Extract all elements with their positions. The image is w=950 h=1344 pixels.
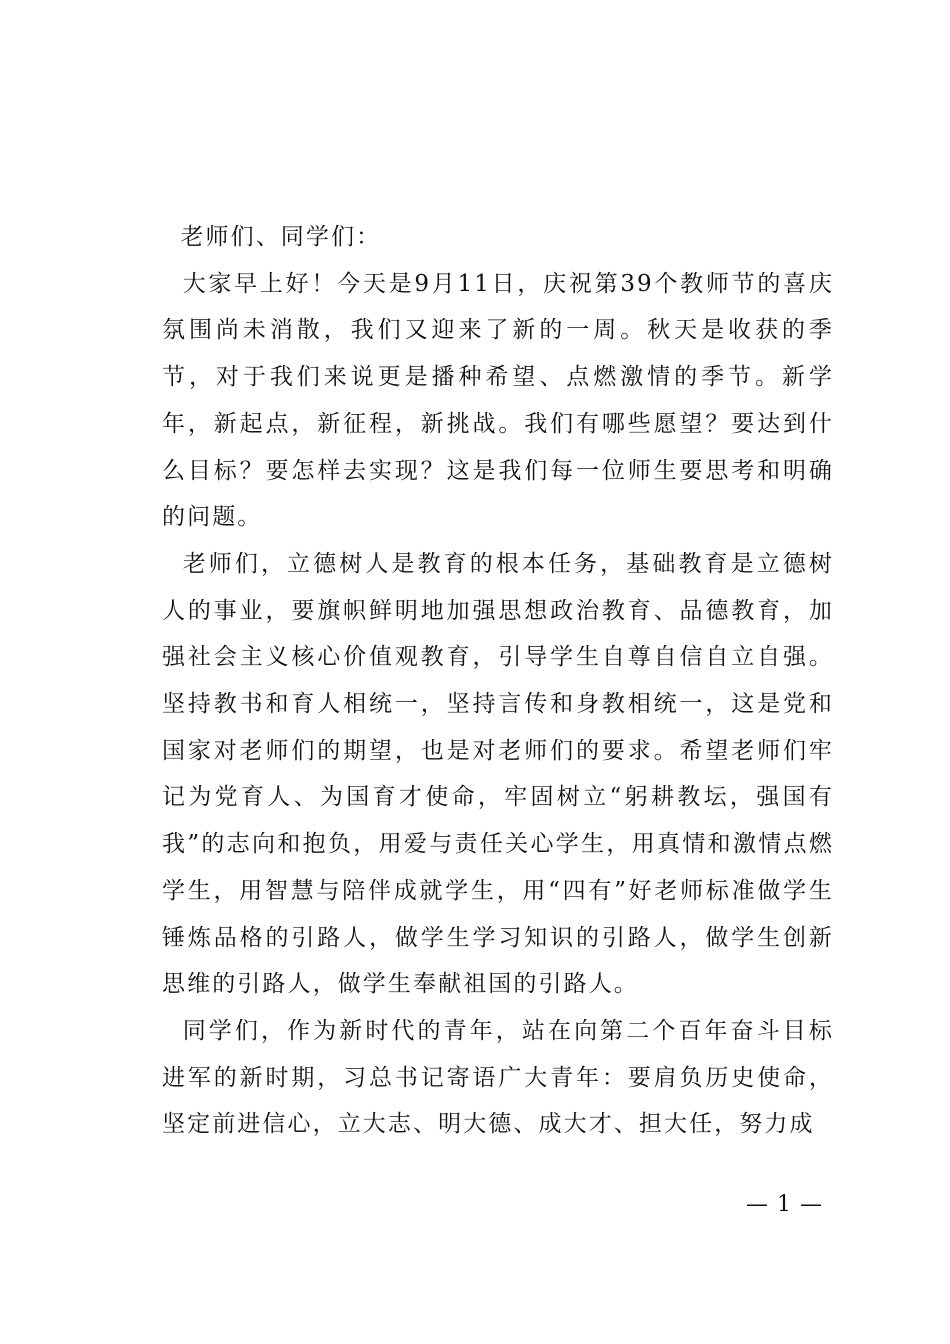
salutation: 老师们、同学们：	[180, 224, 382, 250]
paragraph-students: 同学们，作为新时代的青年，站在向第二个百年奋斗目标进军的新时期，习总书记寄语广大青年：要肩负历史使命，坚定前进信心，立大志、明大德、成大才、担大任，努力成	[162, 1017, 834, 1138]
paragraph-greeting: 大家早上好！今天是9月11日，庆祝第39个教师节的喜庆氛围尚未消散，我们又迎来了新的一周。秋天是收获的季节，对于我们来说更是播种希望、点燃激情的季节。新学年，新起点，新征程，新挑战。我们有哪些愿望？要达到什么目标？要怎样去实现？这是我们每一位师生要思考和明确的问题。	[162, 270, 834, 531]
paragraph-teachers: 老师们，立德树人是教育的根本任务，基础教育是立德树人的事业，要旗帜鲜明地加强思想政治教育、品德教育，加强社会主义核心价值观教育，引导学生自尊自信自立自强。坚持教书和育人相统一，坚持言传和身教相统一，这是党和国家对老师们的期望，也是对老师们的要求。希望老师们牢记为党育人、为国育才使命，牢固树立“躬耕教坛，强国有我”的志向和抱负，用爱与责任关心学生，用真情和激情点燃学生，用智慧与陪伴成就学生，用“四有”好老师标准做学生锤炼品格的引路人，做学生学习知识的引路人，做学生创新思维的引路人，做学生奉献祖国的引路人。	[162, 550, 834, 998]
page-number: — 1 —	[746, 1192, 823, 1217]
speech-body	[162, 214, 834, 1148]
